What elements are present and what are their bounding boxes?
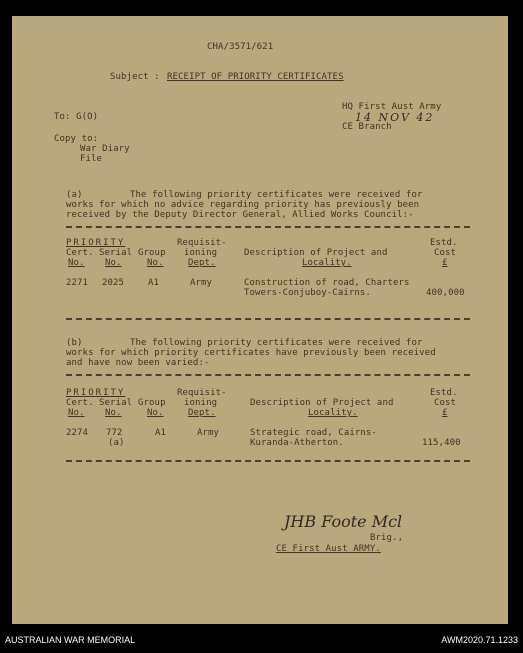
table-cell: A1 [155,428,167,438]
description-header: Description of Project and [244,248,388,258]
group-header: Group [138,248,166,258]
group-header: No. [147,408,164,418]
table-cell: Towers-Conjuboy-Cairns. [244,288,371,298]
description-header: Locality. [308,408,358,418]
serial-header: Serial [99,248,133,258]
table-cell: A1 [148,278,160,288]
section-a-text: received by the Deputy Director General, Allied Works Council:- [66,210,414,220]
section-b-text: The following priority certificates were received for [130,338,423,348]
table-cell: 115,400 [422,438,461,448]
group-header: Group [138,398,166,408]
signatory-title: CE First Aust ARMY. [276,544,381,554]
group-header: No. [147,258,164,268]
section-a-label: (a) [66,190,83,200]
table-cell: 2271 [66,278,89,288]
serial-header: Serial [99,398,133,408]
subject-label: Subject : [110,72,160,82]
table-b-top-rule [66,374,470,376]
requisitioning-header: Requisit- [177,238,227,248]
section-b-label: (b) [66,338,83,348]
cost-header: Estd. [430,238,458,248]
table-b-bottom-rule [66,460,470,462]
subject-title: RECEIPT OF PRIORITY CERTIFICATES [167,72,344,82]
cert-header: No. [68,408,85,418]
requisitioning-header: ioning [184,248,218,258]
requisitioning-header: Dept. [188,408,216,418]
table-cell: 2025 [102,278,125,288]
requisitioning-header: ioning [184,398,218,408]
cost-header: £ [442,258,448,268]
footer-bar [0,631,523,653]
cost-header: Cost [434,248,457,258]
description-header: Description of Project and [250,398,394,408]
cert-header: Cert. [66,398,94,408]
table-a-top-rule [66,226,470,228]
table-cell: Construction of road, Charters [244,278,410,288]
copy-to-label: Copy to: [54,134,99,144]
to-line: To: G(O) [54,112,99,122]
table-a-bottom-rule [66,318,470,320]
section-b-text: and have now been varied:- [66,358,210,368]
priority-header: PRIORITY [66,238,126,248]
description-header: Locality. [302,258,352,268]
cost-header: £ [442,408,448,418]
signatory-rank: Brig., [370,533,404,543]
section-a-text: The following priority certificates were received for [130,190,423,200]
handwritten-signature: JHB Foote Mcl [284,512,403,531]
cost-header: Cost [434,398,457,408]
table-cell: 772 [106,428,123,438]
section-a-text: works for which no advice regarding priority has previously been [66,200,420,210]
reference-number: CHA/3571/621 [207,42,274,52]
table-cell: (a) [108,438,125,448]
document-page [12,16,508,624]
table-cell: Strategic road, Cairns- [250,428,377,438]
handwritten-date: 14 NOV 42 [355,111,435,124]
section-b-text: works for which priority certificates have previously been received [66,348,436,358]
serial-header: No. [105,258,122,268]
from-line-1: HQ First Aust Army [342,102,442,112]
table-cell: 2274 [66,428,89,438]
copy-item: War Diary [80,144,130,154]
footer-accession-number: AWM2020.71.1233 [441,635,518,645]
from-line-2: CE Branch [342,122,392,132]
requisitioning-header: Dept. [188,258,216,268]
copy-item: File [80,154,103,164]
table-cell: 400,000 [426,288,465,298]
cost-header: Estd. [430,388,458,398]
priority-header: PRIORITY [66,388,126,398]
table-cell: Kuranda-Atherton. [250,438,344,448]
table-cell: Army [190,278,213,288]
cert-header: No. [68,258,85,268]
serial-header: No. [105,408,122,418]
footer-credit: AUSTRALIAN WAR MEMORIAL [5,635,136,645]
cert-header: Cert. [66,248,94,258]
requisitioning-header: Requisit- [177,388,227,398]
table-cell: Army [197,428,220,438]
